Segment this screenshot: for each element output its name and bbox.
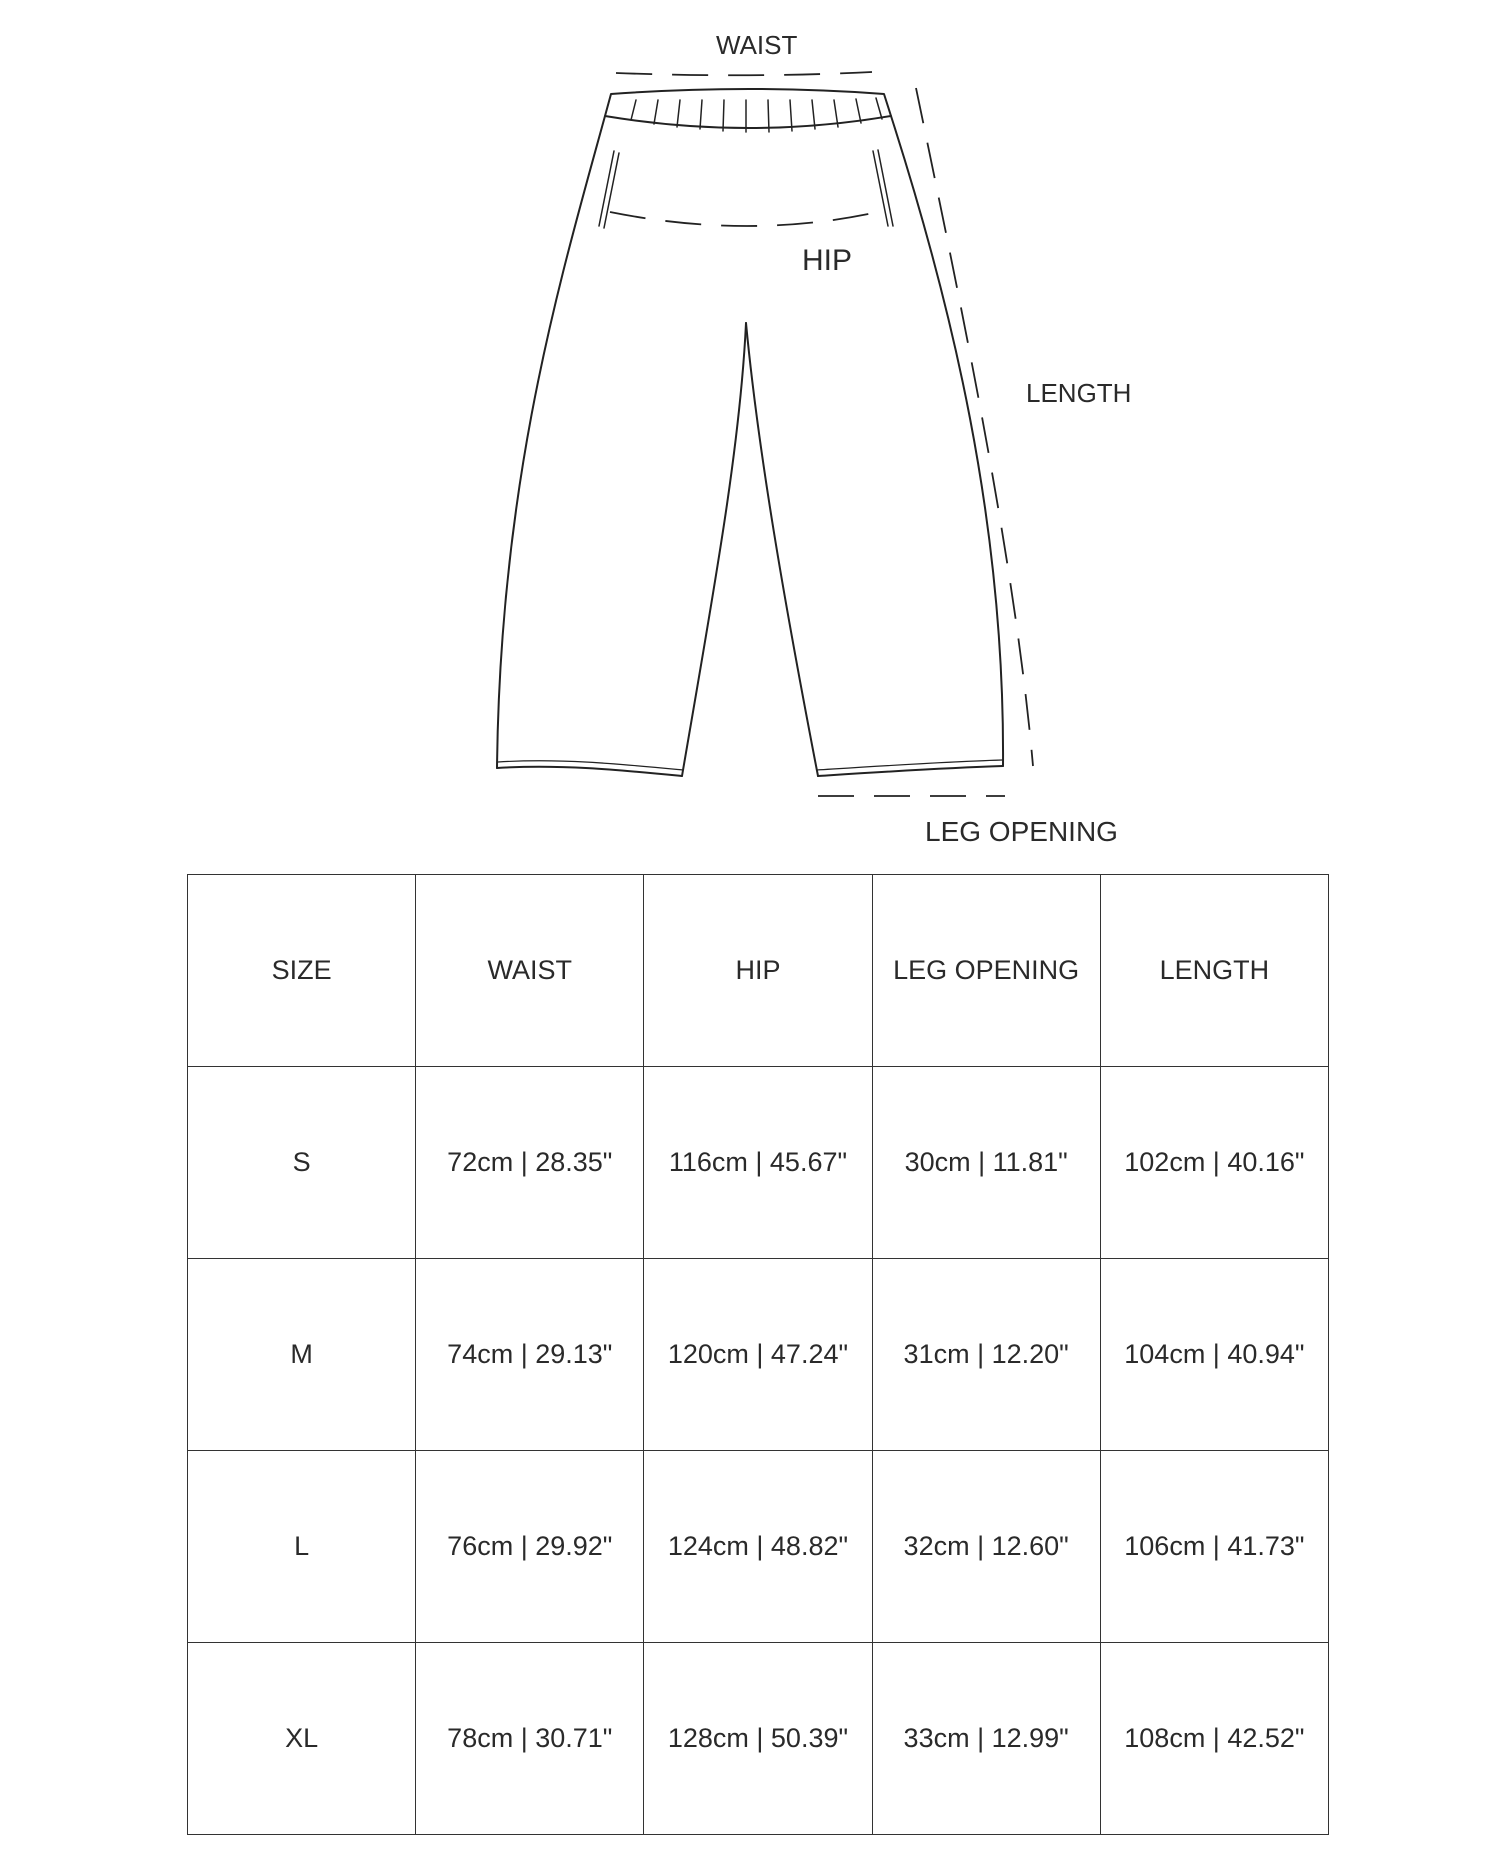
size-cell: L [188,1451,416,1643]
size-cell: XL [188,1643,416,1835]
table-row [188,1451,1329,1643]
header-hip: HIP [644,875,872,1067]
waist-measure-line [616,72,872,75]
leg-opening-cell: 32cm | 12.60" [872,1451,1100,1643]
length-cell: 108cm | 42.52" [1100,1643,1328,1835]
table-header-row [188,875,1329,1067]
waist-cell: 72cm | 28.35" [416,1067,644,1259]
length-cell: 106cm | 41.73" [1100,1451,1328,1643]
waist-cell: 78cm | 30.71" [416,1643,644,1835]
left-inseam [682,323,746,776]
header-leg-opening: LEG OPENING [872,875,1100,1067]
hip-cell: 120cm | 47.24" [644,1259,872,1451]
waist-label: WAIST [716,30,798,60]
left-hem [497,767,682,776]
leg-opening-cell: 31cm | 12.20" [872,1259,1100,1451]
size-cell: S [188,1067,416,1259]
right-hem [818,766,1003,776]
hip-measure-line [610,212,878,226]
hip-label: HIP [802,244,853,277]
hip-cell: 116cm | 45.67" [644,1067,872,1259]
left-pocket [599,151,619,228]
waist-cell: 76cm | 29.92" [416,1451,644,1643]
leg-opening-cell: 33cm | 12.99" [872,1643,1100,1835]
length-cell: 104cm | 40.94" [1100,1259,1328,1451]
header-size: SIZE [188,875,416,1067]
hip-cell: 124cm | 48.82" [644,1451,872,1643]
length-label: LENGTH [1026,378,1132,408]
right-inseam [746,323,818,776]
table-row [188,1067,1329,1259]
header-waist: WAIST [416,875,644,1067]
table-row [188,1259,1329,1451]
right-pocket [873,150,893,226]
pants-outline-drawing [0,0,1500,870]
size-cell: M [188,1259,416,1451]
length-measure-line [916,88,1033,766]
left-outer-seam [497,116,605,768]
header-length: LENGTH [1100,875,1328,1067]
size-chart-table [187,874,1329,1835]
waistband [605,89,891,128]
length-cell: 102cm | 40.16" [1100,1067,1328,1259]
table-row [188,1643,1329,1835]
waist-cell: 74cm | 29.13" [416,1259,644,1451]
pants-diagram [0,0,1500,870]
hip-cell: 128cm | 50.39" [644,1643,872,1835]
leg-opening-cell: 30cm | 11.81" [872,1067,1100,1259]
waistband-ribs [631,98,882,132]
leg-opening-label: LEG OPENING [925,816,1118,847]
